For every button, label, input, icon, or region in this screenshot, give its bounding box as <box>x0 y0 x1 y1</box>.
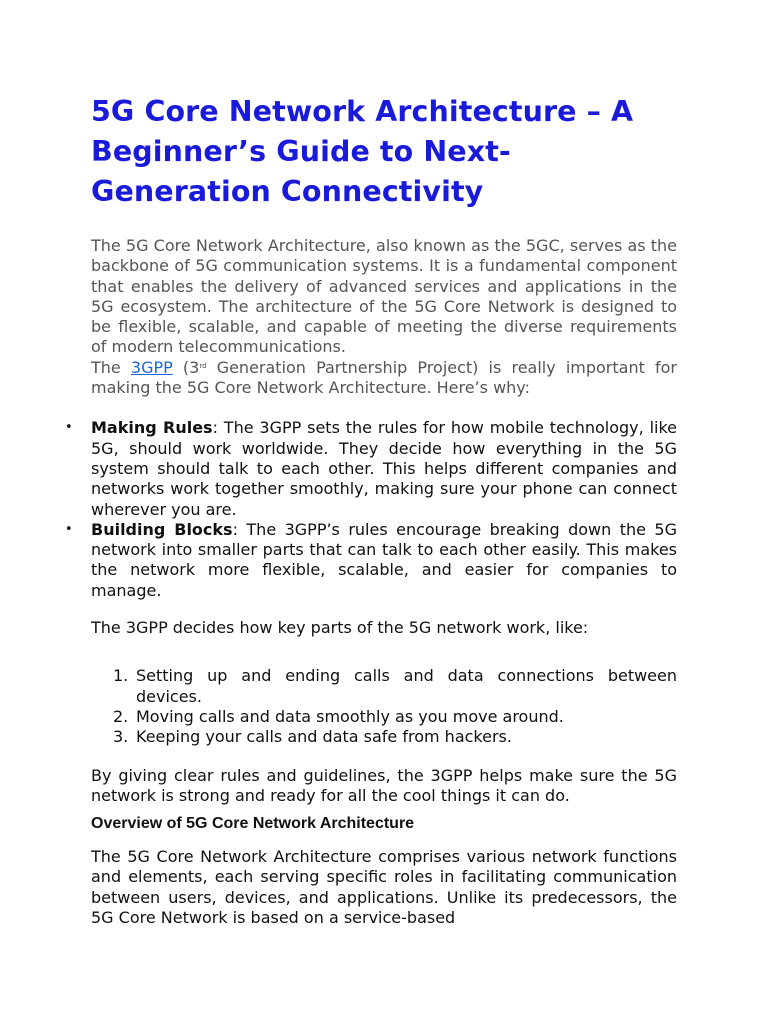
ordinal-superscript: rd <box>199 361 207 370</box>
bullet-item-building-blocks <box>65 519 677 601</box>
list-number: 2. <box>113 706 129 726</box>
intro-line-prefix: The <box>91 357 121 377</box>
numbered-list <box>91 666 677 747</box>
page-title: 5G Core Network Architecture – A Beginner’s Guide to Next-Generation Connectivity <box>91 95 634 208</box>
bullet-text: : The 3GPP sets the rules for how mobile technology, like 5G, should work worldwide. They decide how everything in the 5G system should talk to each other. This helps different companies and networks work together smoothly, making sure your phone can connect wherever you are. <box>91 418 677 519</box>
bullet-term: Building Blocks <box>91 519 233 539</box>
intro-paragraph: The 5G Core Network Architecture, also known as the 5GC, serves as the backbone of 5G communication systems. It is a fundamental component that enables the delivery of advanced services and applications in the 5G ecosystem. The architecture of the 5G Core Network is designed to be flexible, scalable, and capable of meeting the diverse requirements of modern telecommunications. <box>91 236 677 357</box>
conclusion-paragraph: By giving clear rules and guidelines, the 3GPP helps make sure the 5G network is strong and ready for all the cool things it can do. <box>91 765 677 805</box>
list-item <box>91 727 677 747</box>
list-number: 1. <box>113 666 129 686</box>
list-item-text: Moving calls and data smoothly as you move around. <box>136 706 564 726</box>
list-item <box>91 666 677 707</box>
intro-3gpp-paragraph <box>91 358 677 399</box>
list-item-text: Keeping your calls and data safe from hackers. <box>136 727 512 747</box>
decides-paragraph: The 3GPP decides how key parts of the 5G network work, like: <box>91 618 589 638</box>
bullet-term: Making Rules <box>91 418 213 438</box>
bullet-text: : The 3GPP’s rules encourage breaking down the 5G network into smaller parts that can talk to each other easily. This makes the network more flexible, scalable, and easier for companies to manage. <box>91 519 677 600</box>
list-item <box>91 707 677 727</box>
overview-heading: Overview of 5G Core Network Architecture <box>91 815 415 833</box>
document-page <box>65 92 678 928</box>
bullet-icon: • <box>65 521 73 537</box>
bullet-icon: • <box>65 420 73 436</box>
3gpp-link[interactable]: 3GPP <box>130 357 173 377</box>
bullet-list <box>65 418 677 601</box>
list-item-text: Setting up and ending calls and data connections between devices. <box>136 666 677 706</box>
intro-paren-open: (3 <box>182 357 200 377</box>
intro-section <box>91 236 677 398</box>
intro-line-rest: Generation Partnership Project) is really important for making the 5G Core Network Architecture. Here’s why: <box>91 357 678 398</box>
overview-paragraph: The 5G Core Network Architecture comprises various network functions and elements, each serving specific roles in facilitating communication between users, devices, and applications. Unlike its predecessors, the 5G Core Network is based on a service-based <box>91 847 677 928</box>
list-number: 3. <box>113 727 129 747</box>
bullet-item-making-rules <box>65 418 677 519</box>
